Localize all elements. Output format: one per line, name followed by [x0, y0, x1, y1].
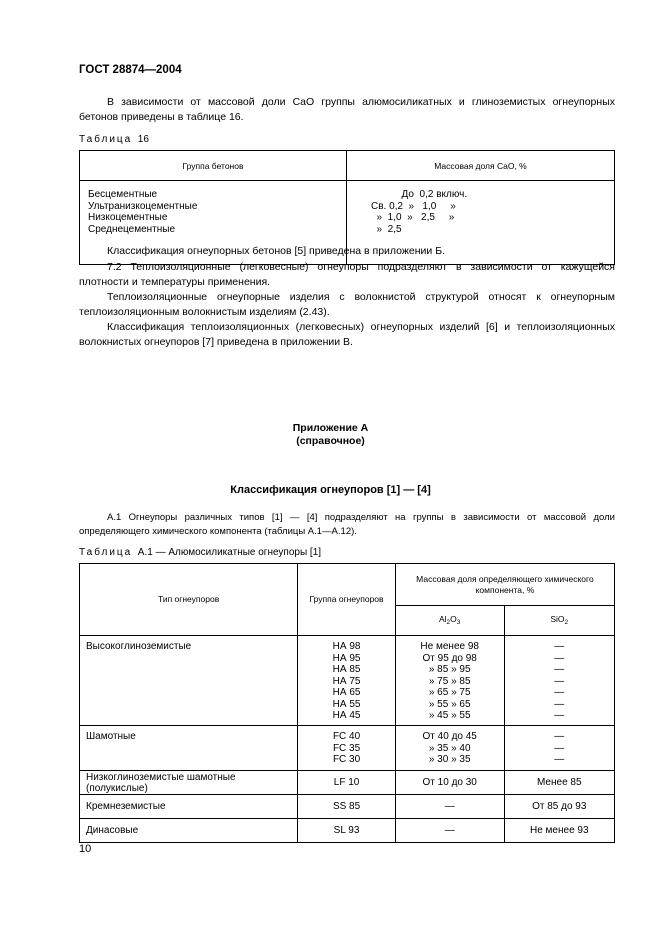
- si-value: —: [554, 742, 565, 754]
- al-value: » 55 » 65: [428, 698, 471, 710]
- paragraph-classification-concrete: Классификация огнеупорных бетонов [5] приведена в приложении Б.: [107, 245, 446, 257]
- table16-value-1: Св. 0,2 » 1,0 »: [370, 200, 456, 212]
- table16-values: [371, 189, 614, 235]
- tableA1-si-4: Не менее 93: [504, 819, 614, 843]
- tableA1-caption-word: Таблица: [79, 547, 133, 558]
- table16-header-group: Группа бетонов: [80, 151, 347, 181]
- tableA1-group-2: LF 10: [298, 771, 396, 795]
- group-ha65: НА 65: [332, 687, 361, 698]
- al-value: » 85 » 95: [428, 664, 471, 675]
- sio-symbol: SiO: [550, 613, 565, 624]
- tableA1-al-2: От 10 до 30: [395, 771, 504, 795]
- tableA1-group-3: SS 85: [298, 795, 396, 819]
- si-value: —: [554, 675, 565, 687]
- table-a1: [79, 563, 615, 843]
- tableA1-header-group: Группа огнеупоров: [298, 564, 396, 636]
- appendix-heading: Классификация огнеупоров [1] — [4]: [230, 484, 431, 496]
- group-fc40: FC 40: [332, 731, 361, 742]
- paragraph-classification-insulation: Классификация теплоизоляционных (легковесных) огнеупорных изделий [6] и теплоизоляционных волокнистых огнеупоров [7] приведена в приложении В.: [79, 321, 615, 348]
- tableA1-group-4: SL 93: [298, 819, 396, 843]
- table16-group-2: Низкоцементные: [88, 212, 168, 223]
- tableA1-caption: [79, 547, 321, 558]
- table16-value-3: » 2,5: [370, 223, 402, 235]
- table16-caption-num: 16: [137, 134, 149, 145]
- al-sub: 2: [446, 618, 451, 626]
- tableA1-type-2: Низкоглиноземистые шамотные (полукислые): [80, 771, 298, 795]
- tableA1-si-2: Менее 85: [504, 771, 614, 795]
- page-number: 10: [79, 843, 92, 855]
- al-value: Не менее 98: [420, 641, 479, 652]
- paragraph-7-2: 7.2 Теплоизоляционные (легковесные) огнеупоры подразделяют в зависимости от кажущейся плотности и температуры применения.: [79, 261, 615, 288]
- tableA1-row-high-alumina: [80, 636, 615, 726]
- group-ha45: НА 45: [332, 710, 361, 721]
- al-value: » 45 » 55: [428, 710, 471, 721]
- si-value: —: [554, 641, 565, 652]
- tableA1-type-3: Кремнеземистые: [80, 795, 298, 819]
- table16-value-2: » 1,0 » 2,5 »: [370, 212, 455, 223]
- tableA1-type-0: Высокоглиноземистые: [80, 636, 298, 726]
- al-value: » 35 » 40: [428, 742, 471, 754]
- tableA1-si-3: От 85 до 93: [504, 795, 614, 819]
- si-value: —: [554, 687, 565, 698]
- al-value: » 75 » 85: [428, 675, 471, 687]
- tableA1-row-fireclay: [80, 726, 615, 771]
- tableA1-al-3: —: [395, 795, 504, 819]
- tableA1-header-al2o3: [395, 606, 504, 636]
- tableA1-header-type: Тип огнеупоров: [80, 564, 298, 636]
- intro-paragraph: В зависимости от массовой доли CaO группы алюмосиликатных и глиноземистых огнеупорных бетонов приведены в таблице 16.: [79, 96, 615, 123]
- table16-header-cao: Массовая доля CaO, %: [346, 151, 614, 181]
- appendix-a1-paragraph: А.1 Огнеупоры различных типов [1] — [4] подразделяют на группы в зависимости от массовой доли определяющего химического компонента (таблицы А.1—А.12).: [79, 512, 615, 537]
- table16-caption: [79, 134, 149, 145]
- si-value: —: [554, 710, 565, 721]
- tableA1-type-1: Шамотные: [80, 726, 298, 771]
- appendix-title: Приложение А: [292, 422, 369, 434]
- group-fc30: FC 30: [332, 754, 361, 765]
- tableA1-row-low-alumina: [80, 771, 615, 795]
- group-ha55: НА 55: [332, 698, 361, 710]
- tableA1-groups-0: [298, 636, 396, 726]
- paragraph-fibrous: Теплоизоляционные огнеупорные изделия с волокнистой структурой относят к огнеупорным теплоизоляционным волокнистым изделиям (2.43).: [79, 291, 615, 318]
- table16-group-3: Среднецементные: [88, 223, 176, 235]
- si-value: —: [554, 652, 565, 664]
- si-value: —: [554, 731, 565, 742]
- al-symbol: Al: [438, 613, 447, 624]
- group-ha95: НА 95: [332, 652, 361, 664]
- tableA1-type-4: Динасовые: [80, 819, 298, 843]
- table16-group-1: Ультранизкоцементные: [88, 200, 198, 212]
- tableA1-row-dinas: [80, 819, 615, 843]
- tableA1-groups-1: [298, 726, 396, 771]
- o-symbol: O: [450, 613, 457, 624]
- sio-sub: 2: [564, 618, 569, 626]
- tableA1-caption-rest: А.1 — Алюмосиликатные огнеупоры [1]: [137, 547, 322, 558]
- group-ha75: НА 75: [332, 675, 361, 687]
- tableA1-header-sio2: [504, 606, 614, 636]
- gost-header: ГОСТ 28874—2004: [79, 64, 182, 76]
- al-value: От 95 до 98: [422, 652, 477, 664]
- appendix-subtitle: (справочное): [296, 435, 365, 447]
- tableA1-header-mass: Массовая доля определяющего химического компонента, %: [395, 564, 614, 606]
- al-value: » 30 » 35: [428, 754, 471, 765]
- tableA1-al-4: —: [395, 819, 504, 843]
- tableA1-al-1: [395, 726, 504, 771]
- group-ha98: НА 98: [332, 641, 361, 652]
- tableA1-al-0: [395, 636, 504, 726]
- table16-group-0: Бесцементные: [88, 189, 158, 200]
- si-value: —: [554, 698, 565, 710]
- table16-value-0: До 0,2 включ.: [370, 189, 468, 200]
- tableA1-row-siliceous: [80, 795, 615, 819]
- group-ha85: НА 85: [332, 664, 361, 675]
- o-sub: 3: [456, 618, 461, 626]
- al-value: » 65 » 75: [428, 687, 471, 698]
- al-value: От 40 до 45: [422, 731, 477, 742]
- tableA1-si-0: [504, 636, 614, 726]
- group-fc35: FC 35: [332, 742, 361, 754]
- table16-caption-word: Таблица: [79, 134, 133, 145]
- si-value: —: [554, 754, 565, 765]
- si-value: —: [554, 664, 565, 675]
- table16-groups: [88, 189, 346, 235]
- tableA1-si-1: [504, 726, 614, 771]
